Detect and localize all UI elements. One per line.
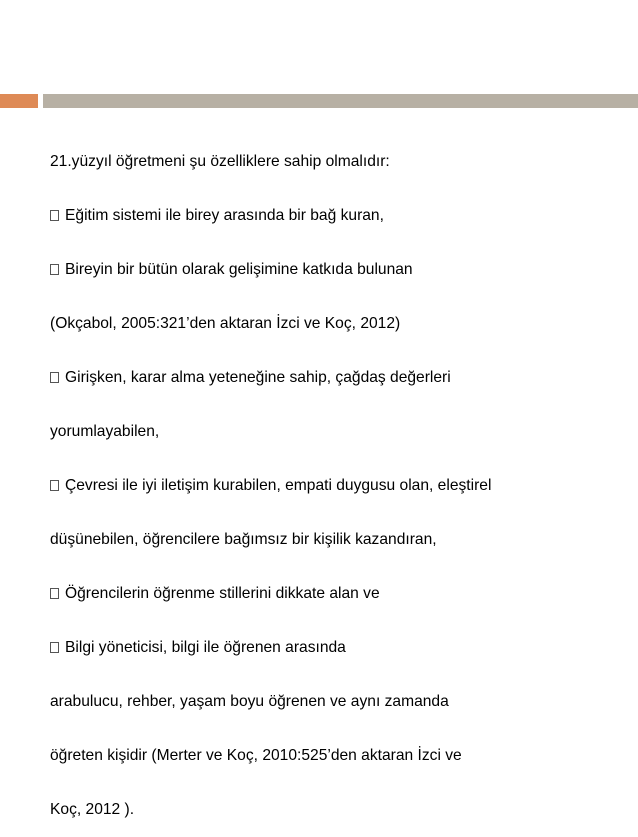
slide-line: düşünebilen, öğrencilere bağımsız bir kişilik kazandıran, [50, 531, 437, 548]
slide-line: 21.yüzyıl öğretmeni şu özelliklere sahip olmalıdır: [50, 153, 390, 170]
slide-line: Bilgi yöneticisi, bilgi ile öğrenen arasında [50, 639, 630, 657]
slide-line: Çevresi ile iyi iletişim kurabilen, empati duygusu olan, eleştirel [50, 477, 630, 495]
bullet-box-icon [50, 264, 59, 275]
accent-band-orange [0, 94, 38, 108]
slide-line: Girişken, karar alma yeteneğine sahip, çağdaş değerleri [50, 369, 630, 387]
slide-line: (Okçabol, 2005:321’den aktaran İzci ve Koç, 2012) [50, 315, 401, 332]
bullet-box-icon [50, 210, 59, 221]
slide-line: arabulucu, rehber, yaşam boyu öğrenen ve aynı zamanda [50, 693, 449, 710]
slide-line: yorumlayabilen, [50, 423, 160, 440]
slide-line: Eğitim sistemi ile birey arasında bir bağ kuran, [50, 207, 630, 225]
bullet-box-icon [50, 372, 59, 383]
slide-body-text [50, 117, 630, 837]
bullet-box-icon [50, 588, 59, 599]
slide-line: Koç, 2012 ). [50, 801, 135, 818]
bullet-box-icon [50, 642, 59, 653]
bullet-box-icon [50, 480, 59, 491]
slide-line: Bireyin bir bütün olarak gelişimine katkıda bulunan [50, 261, 630, 279]
slide-line: öğreten kişidir (Merter ve Koç, 2010:525’den aktaran İzci ve [50, 747, 462, 764]
accent-band-gray [43, 94, 638, 108]
slide-line: Öğrencilerin öğrenme stillerini dikkate alan ve [50, 585, 630, 603]
